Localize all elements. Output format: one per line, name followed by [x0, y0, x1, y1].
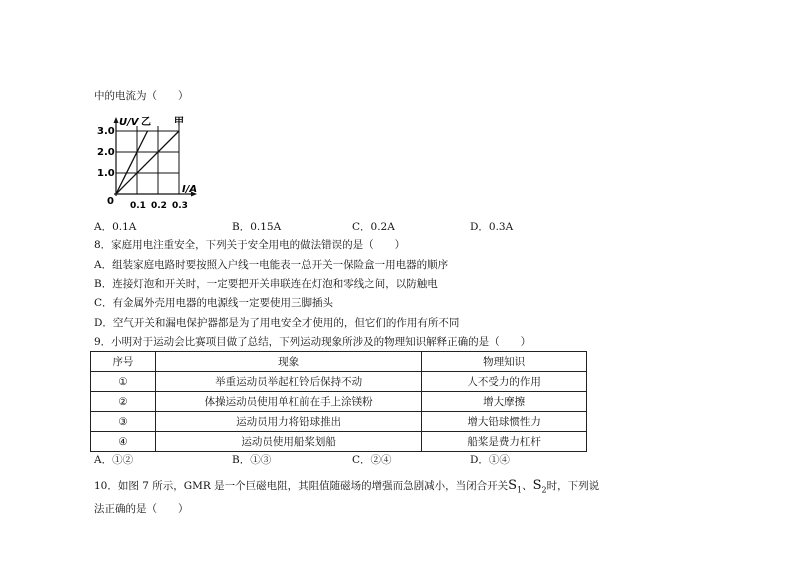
q7-stem-tail: 中的电流为（ ） — [94, 90, 189, 102]
cell-knowledge: 增大铅球惯性力 — [422, 412, 587, 432]
q9-option-c[interactable]: C．②④ — [352, 454, 392, 466]
q7-option-c[interactable]: C．0.2A — [352, 221, 395, 233]
q10-stem-line2: 法正确的是（ ） — [94, 503, 189, 515]
q9-option-a[interactable]: A．①② — [94, 454, 134, 466]
q9-option-b[interactable]: B．①③ — [232, 454, 272, 466]
q8-option-b[interactable]: B．连接灯泡和开关时，一定要把开关串联连在灯泡和零线之间，以防触电 — [94, 278, 438, 290]
line-label-jia: 甲 — [174, 117, 184, 128]
table-row — [91, 432, 587, 452]
cell-index: ② — [91, 392, 156, 412]
y-tick-2.0: 2.0 — [97, 147, 115, 158]
q10-separator: 、 — [522, 480, 533, 492]
q10-stem-line1 — [94, 479, 599, 498]
cell-knowledge: 船桨是费力杠杆 — [422, 432, 587, 452]
cell-phenomenon: 运动员使用船桨划船 — [155, 432, 421, 452]
q9-stem: 9．小明对于运动会比赛项目做了总结，下列运动现象所涉及的物理知识解释正确的是（ ） — [94, 336, 532, 348]
cell-phenomenon: 运动员用力将铅球推出 — [155, 412, 421, 432]
header-index: 序号 — [91, 352, 156, 372]
series-line-yi — [116, 131, 148, 194]
q9-table — [90, 351, 587, 452]
u-i-graph — [96, 114, 206, 214]
q10-stem-part1: 10．如图 7 所示，GMR 是一个巨磁电阻，其阻值随磁场的增强而急剧减小，当闭合开关 — [94, 480, 509, 492]
cell-knowledge: 增大摩擦 — [422, 392, 587, 412]
switch-s1: $S_1$ — [508, 478, 523, 495]
cell-index: ④ — [91, 432, 156, 452]
series-line-jia — [116, 131, 179, 194]
cell-index: ① — [91, 372, 156, 392]
y-tick-3.0: 3.0 — [97, 126, 115, 137]
x-tick-0.2: 0.2 — [151, 201, 167, 211]
table-row — [91, 412, 587, 432]
y-axis-arrow — [114, 117, 119, 123]
q8-option-c[interactable]: C．有金属外壳用电器的电源线一定要使用三脚插头 — [94, 297, 334, 309]
y-tick-1.0: 1.0 — [97, 168, 115, 179]
cell-index: ③ — [91, 412, 156, 432]
q7-option-b[interactable]: B．0.15A — [232, 221, 282, 233]
x-tick-0.3: 0.3 — [172, 201, 188, 211]
switch-s2: $S_2$ — [532, 478, 547, 495]
header-phenomenon: 现象 — [155, 352, 421, 372]
q10-stem-part2: 时，下列说 — [546, 480, 600, 492]
q9-option-d[interactable]: D．①④ — [470, 454, 510, 466]
table-header-row — [91, 352, 587, 372]
x-tick-0.1: 0.1 — [130, 201, 146, 211]
cell-phenomenon: 举重运动员举起杠铃后保持不动 — [155, 372, 421, 392]
table-row — [91, 392, 587, 412]
q7-option-d[interactable]: D．0.3A — [470, 221, 514, 233]
q7-option-a[interactable]: A．0.1A — [94, 221, 137, 233]
q8-stem: 8．家庭用电注重安全，下列关于安全用电的做法错误的是（ ） — [94, 239, 406, 251]
table-row — [91, 372, 587, 392]
header-knowledge: 物理知识 — [422, 352, 587, 372]
cell-knowledge: 人不受力的作用 — [422, 372, 587, 392]
cell-phenomenon: 体操运动员使用单杠前在手上涂镁粉 — [155, 392, 421, 412]
origin-label: 0 — [107, 196, 114, 207]
y-axis-label: U/V — [119, 117, 139, 128]
line-label-yi: 乙 — [141, 117, 151, 128]
q8-option-a[interactable]: A．组装家庭电路时要按照入户线一电能表一总开关一保险盒一用电器的顺序 — [94, 259, 449, 271]
x-axis-label: I/A — [182, 184, 198, 195]
q8-option-d[interactable]: D．空气开关和漏电保护器都是为了用电安全才使用的，但它们的作用有所不同 — [94, 317, 460, 329]
